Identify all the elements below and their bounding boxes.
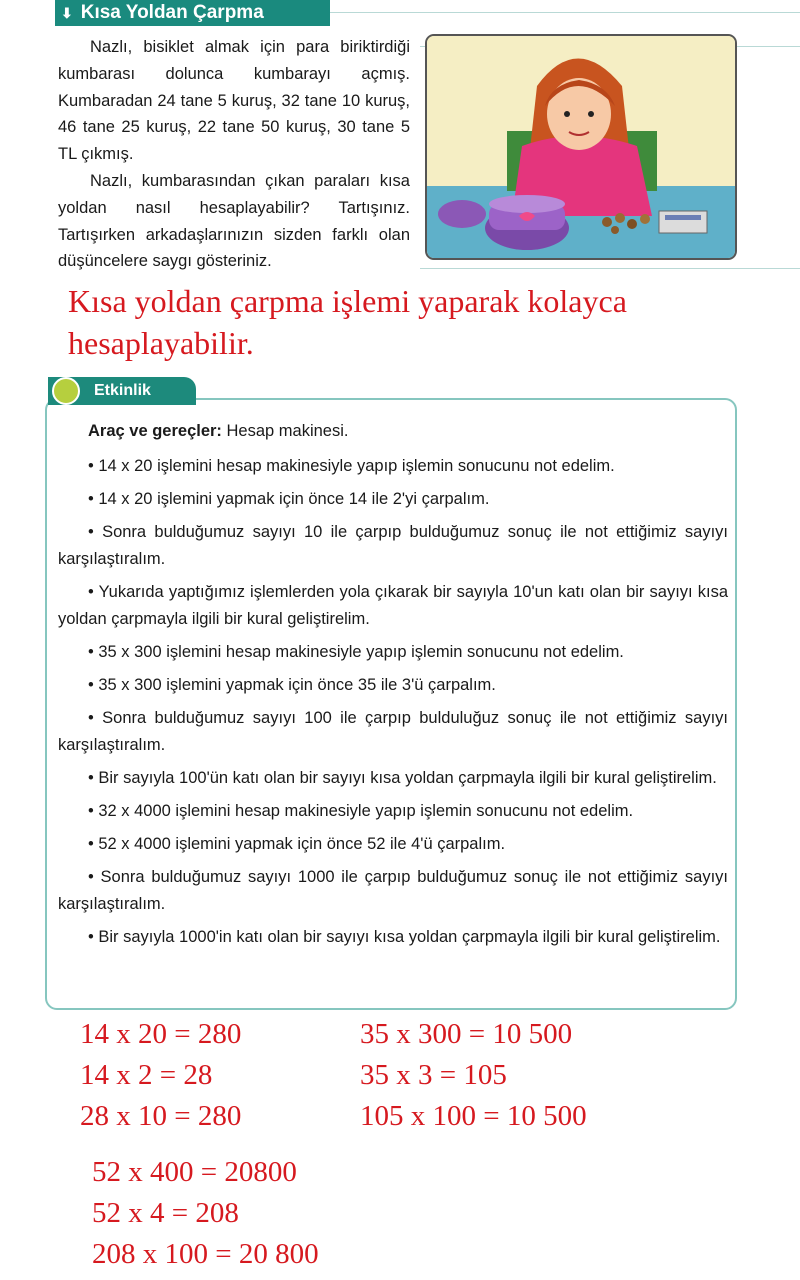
activity-item: • 14 x 20 işlemini yapmak için önce 14 ile 2'yi çarpalım.: [88, 490, 490, 508]
tools-label: Araç ve gereçler:: [88, 422, 222, 440]
activity-item: • 14 x 20 işlemini hesap makinesiyle yapıp işlemin sonucunu not edelim.: [88, 457, 615, 475]
activity-item: • 35 x 300 işlemini yapmak için önce 35 ile 3'ü çarpalım.: [88, 676, 496, 694]
divider: [420, 268, 800, 269]
activity-item: • 35 x 300 işlemini hesap makinesiyle yapıp işlemin sonucunu not edelim.: [88, 643, 624, 661]
activity-tab-label: Etkinlik: [94, 382, 151, 399]
activity-item: • Sonra bulduğumuz sayıyı 1000 ile çarpıp bulduğumuz sonuç ile not ettiğimiz sayıyı karşılaştıralım.: [58, 868, 728, 913]
activity-item: • Yukarıda yaptığımız işlemlerden yola çıkarak bir sayıyla 10'un katı olan bir sayıyı kısa yoldan çarpmayla ilgili bir kural geliştirelim.: [58, 583, 728, 628]
intro-paragraph: Nazlı, kumbarasından çıkan paraları kısa yoldan nasıl hesaplayabilir? Tartışınız. Tartışırken arkadaşlarınızın sizden farklı olan düşüncelere saygı gösteriniz.: [58, 171, 410, 271]
activity-item: • Sonra bulduğumuz sayıyı 100 ile çarpıp bulduluğuz sonuç ile not ettiğimiz sayıyı karşılaştıralım.: [58, 709, 728, 754]
solution-line: 52 x 4 = 208: [92, 1197, 239, 1229]
solution-line: 28 x 10 = 280: [80, 1100, 242, 1132]
illustration-girl-piggy-bank: [425, 34, 737, 260]
tools-value: Hesap makinesi.: [226, 422, 349, 440]
answer-text: Kısa yoldan çarpma işlemi yaparak kolayca hesaplayabilir.: [68, 283, 627, 361]
section-title: Kısa Yoldan Çarpma: [80, 2, 264, 23]
activity-item: • Sonra bulduğumuz sayıyı 10 ile çarpıp bulduğumuz sonuç ile not ettiğimiz sayıyı karşılaştıralım.: [58, 523, 728, 568]
activity-item: • Bir sayıyla 1000'in katı olan bir sayıyı kısa yoldan çarpmayla ilgili bir kural geliştirelim.: [88, 928, 721, 946]
solution-line: 208 x 100 = 20 800: [92, 1238, 319, 1270]
solution-line: 52 x 400 = 20800: [92, 1156, 297, 1188]
divider: [330, 12, 800, 13]
solution-line: 14 x 20 = 280: [80, 1018, 242, 1050]
solution-line: 105 x 100 = 10 500: [360, 1100, 587, 1132]
activity-item: • 52 x 4000 işlemini yapmak için önce 52 ile 4'ü çarpalım.: [88, 835, 506, 853]
solution-line: 35 x 300 = 10 500: [360, 1018, 573, 1050]
intro-text: [58, 34, 410, 275]
section-title-bar: [55, 0, 330, 26]
activity-tab: [48, 377, 196, 405]
solution-line: 14 x 2 = 28: [80, 1059, 213, 1091]
activity-item: • Bir sayıyla 100'ün katı olan bir sayıyı kısa yoldan çarpmayla ilgili bir kural geliştirelim.: [88, 769, 717, 787]
girl-counting-coins-illustration: [427, 36, 735, 258]
arrow-down-icon: ⬇: [61, 4, 73, 21]
activity-circle-icon: [52, 377, 80, 405]
tools-line: [58, 418, 728, 445]
activity-item: • 32 x 4000 işlemini hesap makinesiyle yapıp işlemin sonucunu not edelim.: [88, 802, 634, 820]
solution-line: 35 x 3 = 105: [360, 1059, 507, 1091]
intro-paragraph: Nazlı, bisiklet almak için para biriktirdiği kumbarası dolunca kumbarayı açmış. Kumbaradan 24 tane 5 kuruş, 32 tane 10 kuruş, 46 tane 25 kuruş, 22 tane 50 kuruş, 30 tane 5 TL çıkmış.: [58, 38, 410, 164]
activity-text: [58, 418, 728, 957]
